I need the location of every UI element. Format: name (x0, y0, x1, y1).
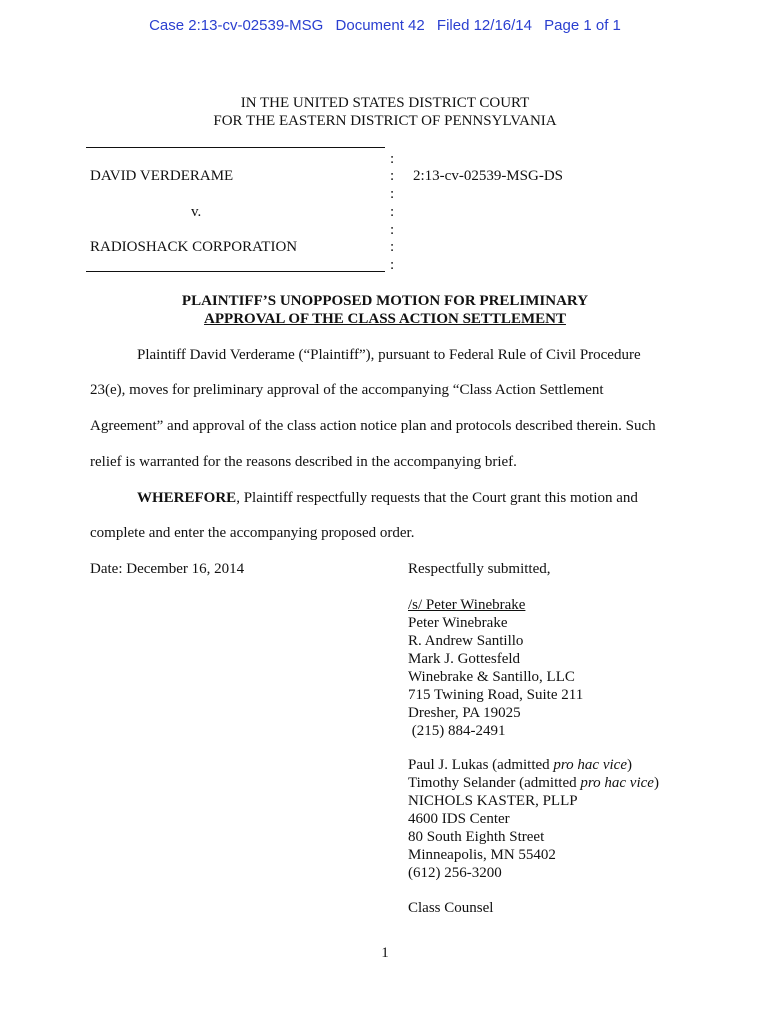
class-counsel: Class Counsel (408, 900, 494, 916)
firm-address: 715 Twining Road, Suite 211 (408, 687, 584, 703)
motion-title-line1: PLAINTIFF’S UNOPPOSED MOTION FOR PRELIMINARY (181, 293, 589, 309)
court-name-line2: FOR THE EASTERN DISTRICT OF PENNSYLVANIA (213, 113, 557, 129)
caption-colon: : (390, 239, 395, 255)
caption-colon: : (390, 204, 395, 220)
body-paragraph-line: complete and enter the accompanying proposed order. (90, 525, 415, 541)
attorney-name: R. Andrew Santillo (408, 633, 524, 649)
body-paragraph-line: Agreement” and approval of the class action notice plan and protocols described therein. Such (90, 418, 656, 434)
signature-block-2 (408, 756, 659, 882)
wherefore-keyword: WHEREFORE (137, 490, 237, 506)
paren-close: ) (627, 757, 632, 773)
attorney-name: Peter Winebrake (408, 615, 508, 631)
case-id: Case 2:13-cv-02539-MSG (149, 17, 324, 34)
firm-name: NICHOLS KASTER, PLLP (408, 793, 578, 809)
defendant-name: RADIOSHACK CORPORATION (90, 239, 298, 255)
firm-phone: (612) 256-3200 (408, 865, 502, 881)
signature-block-1 (408, 596, 583, 740)
firm-name: Winebrake & Santillo, LLC (408, 669, 575, 685)
wherefore-text: , Plaintiff respectfully requests that the Court grant this motion and (236, 490, 638, 506)
attorney-name: Mark J. Gottesfeld (408, 651, 521, 667)
case-number: 2:13-cv-02539-MSG-DS (413, 168, 563, 184)
document-number: Document 42 (335, 17, 425, 34)
motion-title-line2-text: APPROVAL OF THE CLASS ACTION SETTLEMENT (204, 311, 566, 327)
caption-bottom-rule (86, 271, 385, 272)
firm-address: 4600 IDS Center (408, 811, 510, 827)
caption-colon: : (390, 168, 395, 184)
paren-close: ) (653, 775, 659, 791)
body-paragraph-line: 23(e), moves for preliminary approval of the accompanying “Class Action Settlement (90, 382, 604, 398)
attorney-selander-name: Timothy Selander (admitted (408, 775, 581, 791)
filed-date: Filed 12/16/14 (436, 17, 532, 34)
firm-phone: (215) 884-2491 (408, 723, 506, 739)
filing-header (0, 17, 770, 34)
caption-colon: : (390, 257, 395, 273)
page-count: Page 1 of 1 (544, 17, 621, 34)
page-number: 1 (381, 945, 389, 961)
firm-city: Minneapolis, MN 55402 (408, 847, 556, 863)
firm-street: 80 South Eighth Street (408, 829, 545, 845)
filing-date: Date: December 16, 2014 (90, 561, 245, 577)
motion-title-line2 (0, 310, 770, 328)
caption-top-rule (86, 147, 385, 148)
respectfully-submitted: Respectfully submitted, (408, 561, 551, 577)
versus: v. (191, 204, 202, 220)
attorney-lukas-name: Paul J. Lukas (admitted (408, 757, 554, 773)
firm-city: Dresher, PA 19025 (408, 705, 521, 721)
electronic-signature: /s/ Peter Winebrake (408, 597, 526, 613)
pro-hac-vice: pro hac vice (580, 775, 654, 791)
body-paragraph-line: Plaintiff David Verderame (“Plaintiff”), pursuant to Federal Rule of Civil Procedure (137, 347, 641, 363)
caption-colon: : (390, 186, 395, 202)
pro-hac-vice: pro hac vice (553, 757, 627, 773)
wherefore-line (137, 489, 638, 507)
plaintiff-name: DAVID VERDERAME (90, 168, 234, 184)
caption-colon: : (390, 222, 395, 238)
attorney-lukas (408, 756, 659, 774)
caption-colon: : (390, 151, 395, 167)
attorney-selander (408, 774, 659, 792)
body-paragraph-line: relief is warranted for the reasons described in the accompanying brief. (90, 454, 517, 470)
court-name-line1: IN THE UNITED STATES DISTRICT COURT (240, 95, 530, 111)
